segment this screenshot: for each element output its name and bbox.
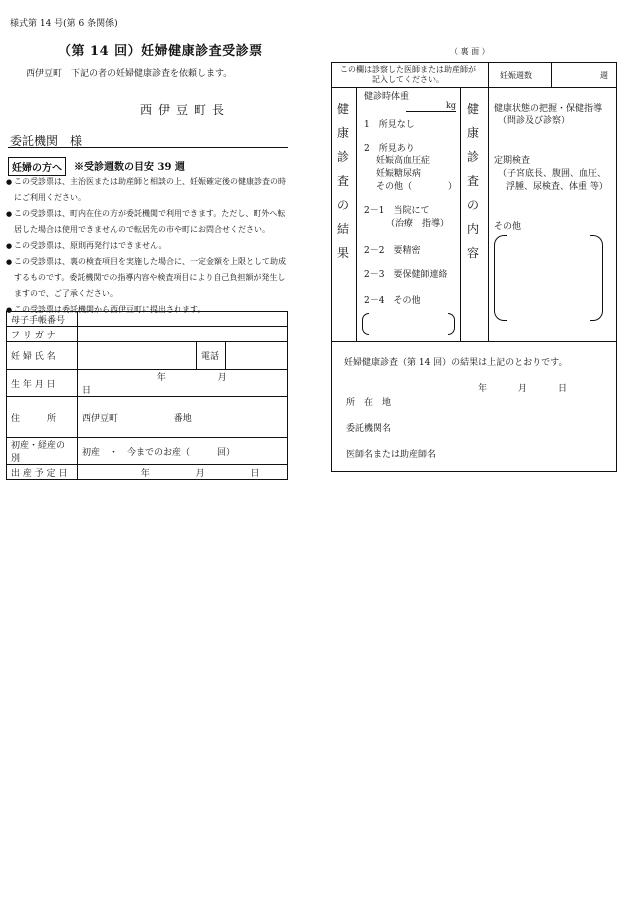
handbook-label: 母子手帳番号: [7, 312, 78, 327]
result-2-1b: （治療 指導）: [386, 219, 450, 229]
mayor-signature: 西伊豆町長: [140, 103, 231, 117]
divider: [8, 147, 288, 148]
parity-label: 初産・経産の別: [7, 438, 78, 465]
page-title: （第 14 回）妊婦健康診査受診票: [58, 44, 263, 59]
target-week: ※受診週数の目安 39 週: [74, 162, 185, 173]
birthdate-label: 生 年 月 日: [7, 370, 78, 397]
content-2b: （子宮底長、腹囲、血圧、: [498, 169, 607, 179]
address-town: 西伊豆町: [82, 413, 119, 424]
furigana-field[interactable]: [78, 327, 288, 342]
result-2-4: 2－4 その他: [364, 296, 421, 306]
location-label: 所 在 地: [346, 398, 392, 408]
parity-field[interactable]: 初産 ・ 今までのお産（ 回）: [78, 438, 288, 465]
form-number: 様式第 14 号(第 6 条関係): [10, 19, 118, 29]
notice-item: ● この受診票は、原則再発行はできません。: [6, 238, 288, 254]
bracket-right: [448, 313, 455, 335]
content-3: その他: [494, 222, 522, 232]
patient-form: [6, 311, 288, 480]
notice-item: ● この受診票は、裏の検査項目を実施した場合に、一定金額を上限として助成するものです。委託機関での指導内容や検査項目により自己負担額が発生しますので、ご了承ください。: [6, 254, 288, 302]
institution-addressee: 委託機関 様: [10, 134, 83, 148]
kg-unit: kg: [446, 101, 456, 110]
result-2-3: 2－3 要保健師連絡: [364, 270, 448, 280]
due-month: 月: [195, 468, 205, 479]
result-1: 1 所見なし: [364, 120, 415, 130]
result-2: 2 所見あり: [364, 144, 415, 154]
date-day: 日: [558, 384, 568, 394]
birth-year: 年: [156, 373, 166, 383]
result-2c: その他（ ）: [376, 182, 458, 192]
content-1: 健康状態の把握・保健指導: [494, 104, 603, 114]
weight-label: 健診時体重: [364, 92, 410, 102]
notice-list: [6, 174, 288, 318]
result-form: [331, 62, 617, 472]
back-side-label: （ 裏 面 ）: [450, 47, 490, 56]
due-year: 年: [140, 468, 150, 479]
weeks-unit: 週: [600, 71, 608, 80]
furigana-label: フ リ ガ ナ: [7, 327, 78, 342]
due-day: 日: [250, 468, 260, 479]
name-label: 妊 婦 氏 名: [7, 342, 78, 370]
birth-day: 日: [82, 386, 92, 396]
result-2-2: 2－2 要精密: [364, 246, 421, 256]
date-year: 年: [478, 384, 488, 394]
doctor-name-label: 医師名または助産師名: [346, 450, 437, 460]
weight-field[interactable]: [406, 111, 456, 112]
result-2-1: 2－1 当院にて: [364, 206, 430, 216]
phone-label: 電話: [197, 342, 226, 370]
phone-field[interactable]: [226, 342, 288, 370]
address-label: 住 所: [7, 397, 78, 438]
notice-item: ● この受診票は委託機関から西伊豆町に提出されます。: [6, 302, 288, 318]
content-heading: 健康診査の内容: [466, 102, 479, 260]
content-2: 定期検査: [494, 156, 531, 166]
request-text: 西伊豆町 下記の者の妊婦健康診査を依頼します。: [26, 69, 233, 79]
address-banchi: 番地: [173, 413, 192, 424]
handbook-field[interactable]: [78, 312, 288, 327]
result-heading: 健康診査の結果: [336, 102, 349, 260]
address-field[interactable]: [78, 397, 288, 438]
summary-text: 妊婦健康診査（第 14 回）の結果は上記のとおりです。: [344, 358, 568, 368]
institution-name-label: 委託機関名: [346, 424, 392, 434]
birth-month: 月: [217, 373, 227, 383]
result-2b: 妊娠糖尿病: [376, 169, 422, 179]
other-bracket-right: [590, 235, 603, 321]
notice-item: ● この受診票は、町内在住の方が委託機関で利用できます。ただし、町外へ転居した場合は使用できませんので転居先の市や町にお問合せください。: [6, 206, 288, 238]
pregnant-notice-tag: 妊婦の方へ: [8, 157, 66, 176]
notice-item: ● この受診票は、主治医または助産師と相談の上、妊娠確定後の健康診査の時にご利用ください。: [6, 174, 288, 206]
date-month: 月: [518, 384, 528, 394]
content-1b: （問診及び診察）: [498, 116, 571, 126]
birthdate-field[interactable]: [78, 370, 288, 397]
due-date-label: 出 産 予 定 日: [7, 465, 78, 480]
other-bracket-left: [494, 235, 507, 321]
name-field[interactable]: [78, 342, 197, 370]
weeks-label: 妊娠週数: [500, 71, 532, 80]
result-2a: 妊娠高血圧症: [376, 156, 431, 166]
content-2c: 浮腫、尿検査、体重 等）: [506, 182, 608, 192]
doctor-note: この欄は診察した医師または助産師が記入してください。: [340, 65, 476, 84]
due-date-field[interactable]: [78, 465, 288, 480]
bracket-left: [362, 313, 369, 335]
